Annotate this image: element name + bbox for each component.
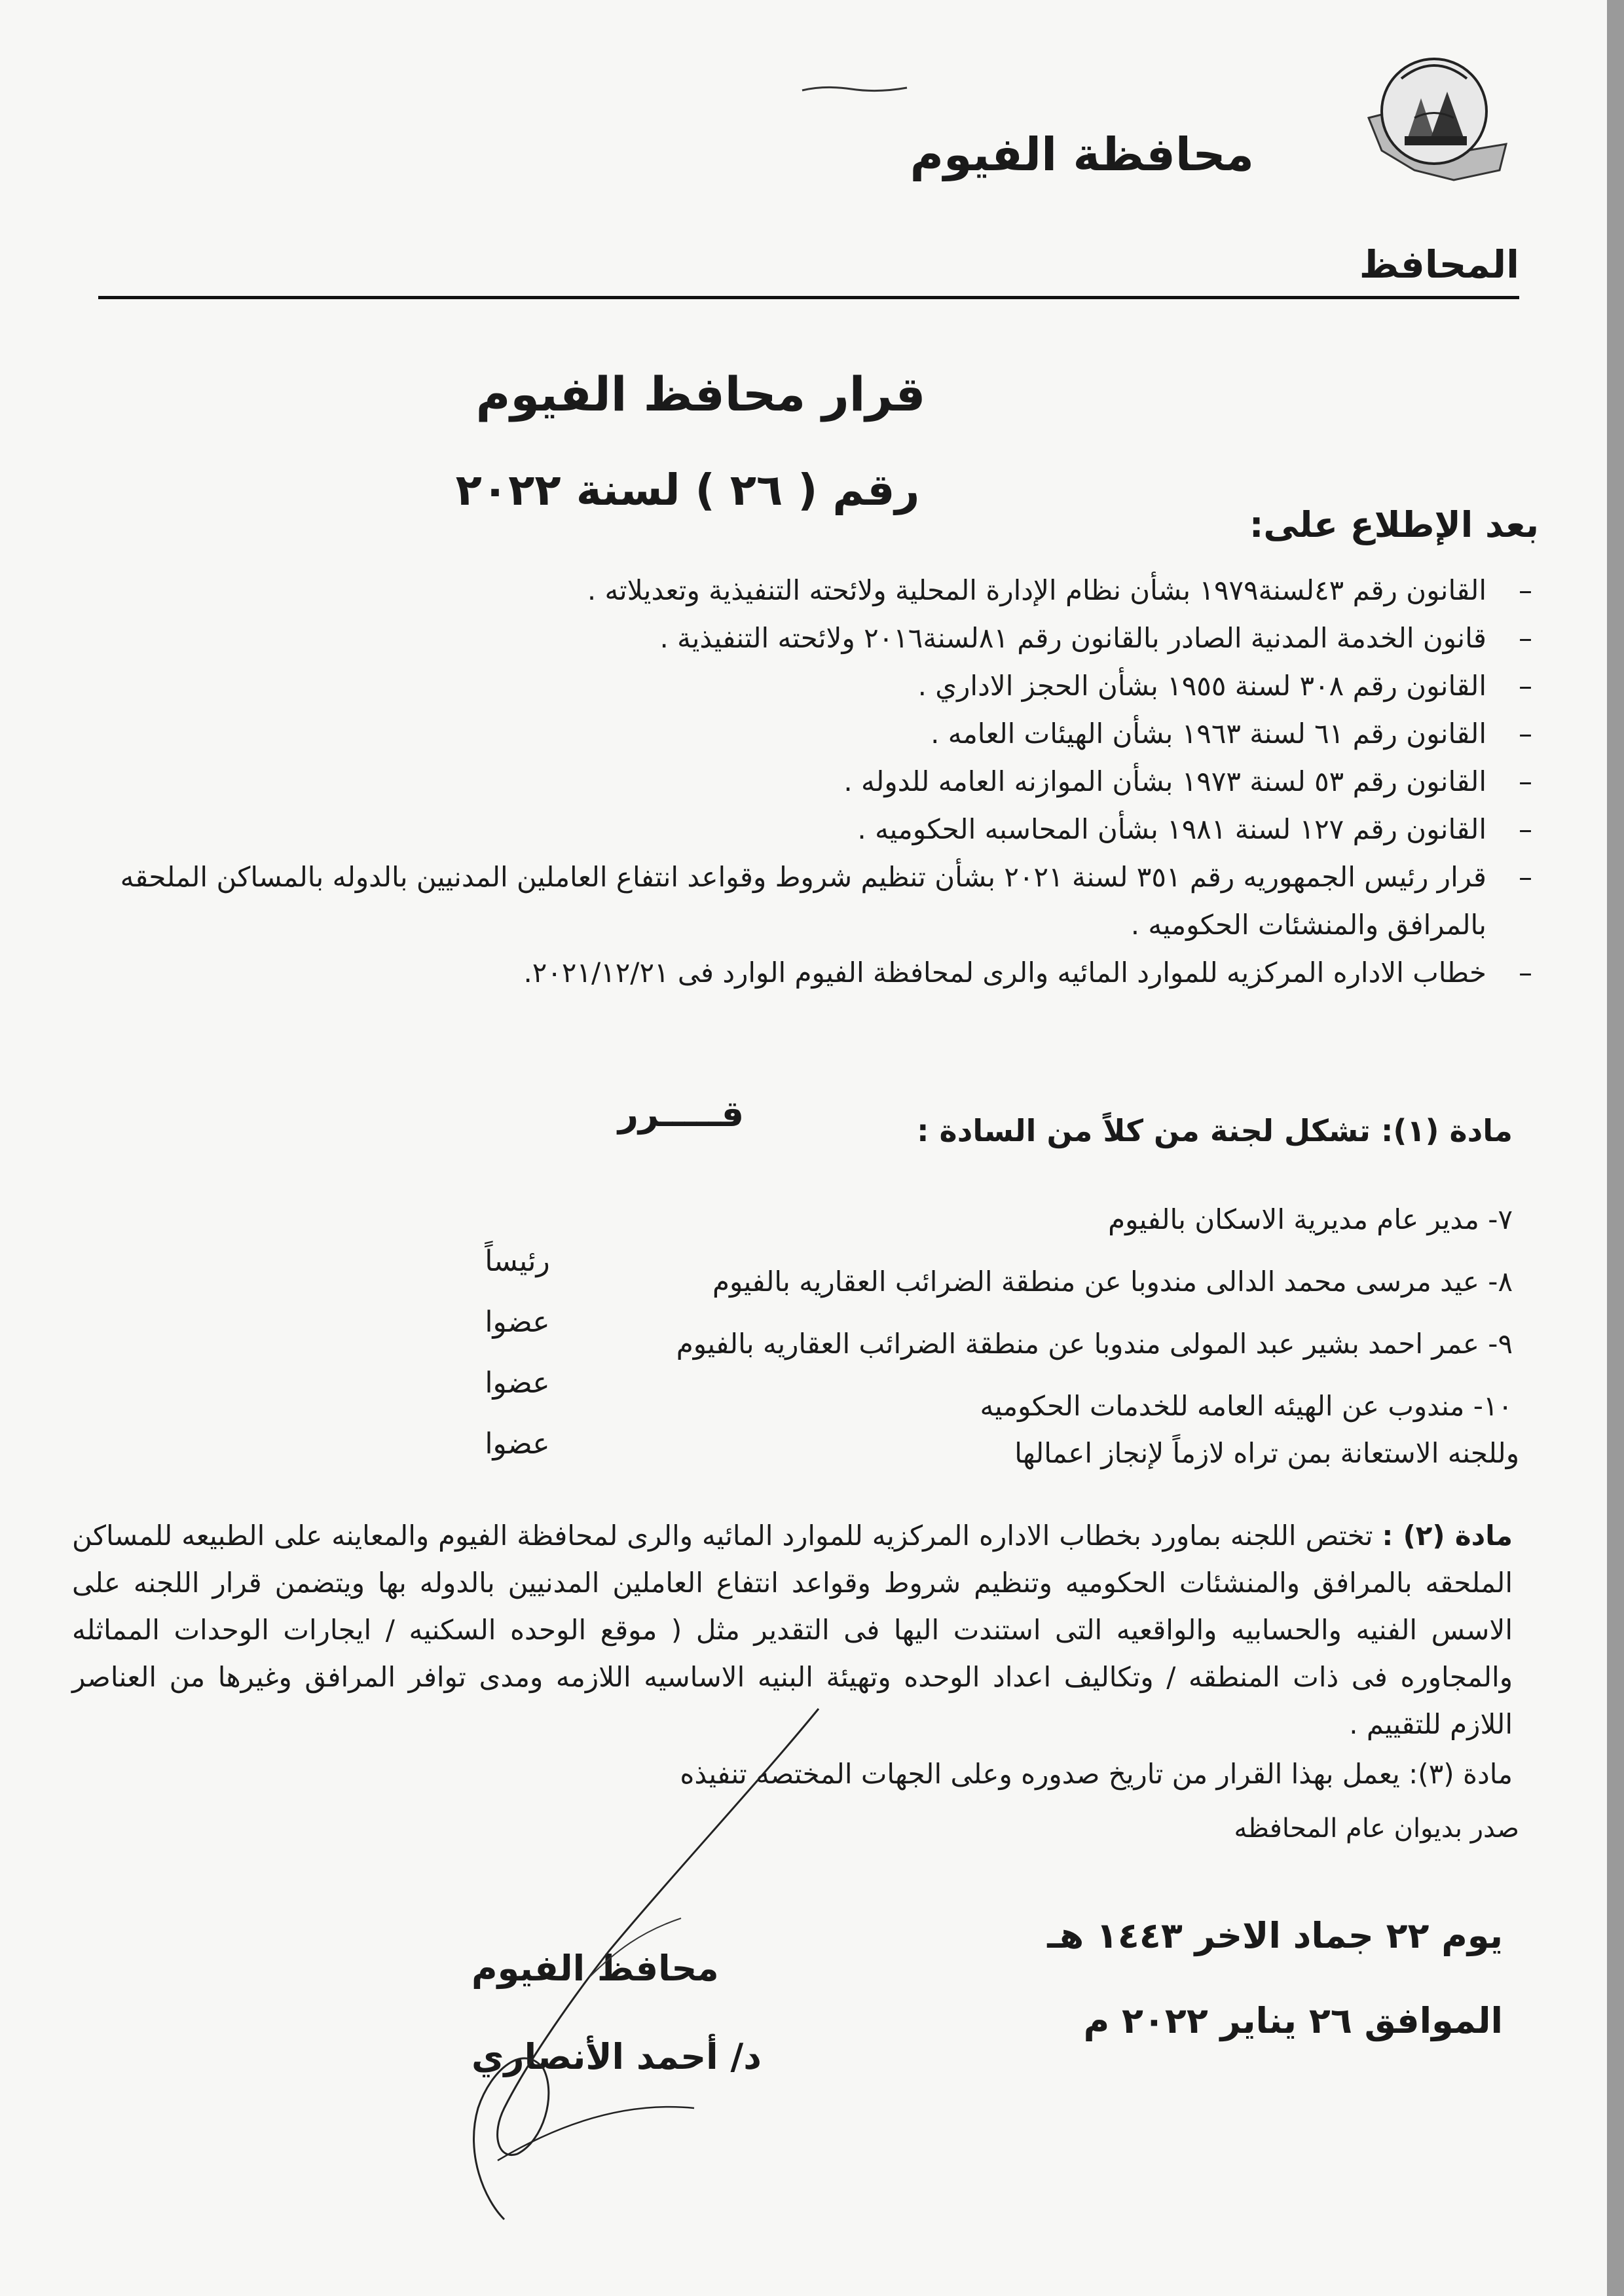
list-item: – قانون الخدمة المدنية الصادر بالقانون رقم ٨١لسنة٢٠١٦ ولائحته التنفيذية .: [659, 622, 1532, 654]
committee-roles: [419, 1231, 616, 1474]
list-item: – القانون رقم ٥٣ لسنة ١٩٧٣ بشأن الموازنه العامه للدوله .: [843, 765, 1532, 797]
member-item: ٨- عيد مرسى محمد الدالى مندوبا عن منطقة الضرائب العقاريه بالفيوم: [712, 1266, 1513, 1298]
article-2-label: مادة (٢) :: [1382, 1520, 1513, 1552]
preamble-heading: بعد الإطلاع على:: [1249, 504, 1539, 545]
governorate-title: محافظة الفيوم: [910, 128, 1254, 181]
office-title: المحافظ: [1359, 242, 1519, 287]
committee-members: [105, 1188, 1513, 1437]
list-item: – قرار رئيس الجمهوريه رقم ٣٥١ لسنة ٢٠٢١ بشأن تنظيم شروط وقواعد انتفاع العاملين المدنيين بالدوله بالمساكن الملحقه بالمرافق والمنشئات الحكوميه .: [120, 861, 1532, 941]
pen-mark: [799, 79, 910, 98]
governor-title: محافظ الفيوم: [471, 1948, 719, 1989]
role-item: عضوا: [485, 1305, 550, 1339]
member-item: ٧- مدير عام مديرية الاسكان بالفيوم: [1108, 1203, 1513, 1235]
list-item: – خطاب الاداره المركزيه للموارد المائيه والرى لمحافظة الفيوم الوارد فى ٢٠٢١/١٢/٢١.: [523, 957, 1532, 989]
list-item: – القانون رقم ٤٣لسنة١٩٧٩ بشأن نظام الإدارة المحلية ولائحته التنفيذية وتعديلاته .: [587, 574, 1532, 606]
article-3: مادة (٣): يعمل بهذا القرار من تاريخ صدوره وعلى الجهات المختصه تنفيذه: [680, 1758, 1513, 1790]
list-item: – القانون رقم ٦١ لسنة ١٩٦٣ بشأن الهيئات العامه .: [931, 718, 1532, 750]
governorate-emblem: [1356, 39, 1513, 203]
list-item: – القانون رقم ٣٠٨ لسنة ١٩٥٥ بشأن الحجز الاداري .: [917, 670, 1532, 702]
member-item: ١٠- مندوب عن الهيئه العامه للخدمات الحكوميه: [980, 1390, 1513, 1422]
member-item: ٩- عمر احمد بشير عبد المولى مندوبا عن منطقة الضرائب العقاريه بالفيوم: [676, 1328, 1513, 1360]
governor-name: د/ أحمد الأنصاري: [471, 2036, 762, 2077]
role-item: رئيساً: [485, 1245, 550, 1278]
list-item: – القانون رقم ١٢٧ لسنة ١٩٨١ بشأن المحاسبه الحكوميه .: [857, 813, 1532, 845]
governor-signature: [393, 1702, 1048, 2239]
role-item: عضوا: [485, 1427, 550, 1461]
decided-heading: قـــــرر: [618, 1093, 745, 1135]
hijri-date: يوم ٢٢ جماد الاخر ١٤٤٣ هـ: [1047, 1915, 1503, 1956]
role-item: عضوا: [485, 1366, 550, 1400]
scan-edge: [1607, 0, 1624, 2296]
committee-assistance: وللجنه الاستعانة بمن تراه لازماً لإنجاز اعمالها: [1014, 1437, 1519, 1469]
article-1-heading: مادة (١): تشكل لجنة من كلاً من السادة :: [917, 1113, 1513, 1148]
issued-at: صدر بديوان عام المحافظه: [1234, 1813, 1519, 1844]
decree-title: قرار محافظ الفيوم: [475, 367, 926, 422]
gregorian-date: الموافق ٢٦ يناير ٢٠٢٢ م: [1083, 2000, 1503, 2041]
header-divider: [98, 296, 1519, 299]
references-list: [92, 566, 1532, 996]
article-2-text: تختص اللجنه بماورد بخطاب الاداره المركزيه للموارد المائيه والرى لمحافظة الفيوم والمعاينه على الطبيعه للمساكن الملحقه بالمرافق والمنشئات الحكوميه وتنظيم شروط وقواعد انتفاع العاملين المدنيين بالدوله بها ويتضمن قرار اللجنه على الاسس الفنيه والحسابيه والواقعيه التى استندت اليها فى التقدير مثل ( موقع الوحده السكنيه / ايجارات الوحدات المماثله والمجاوره فى ذات المنطقه / وتكاليف اعداد الوحده وتهيئة البنيه الاساسيه اللازمه ومدى توافر المرافق وغيرها من العناصر اللازم للتقييم .: [72, 1520, 1513, 1740]
decree-number: رقم ( ٢٦ ) لسنة ٢٠٢٢: [455, 465, 920, 515]
